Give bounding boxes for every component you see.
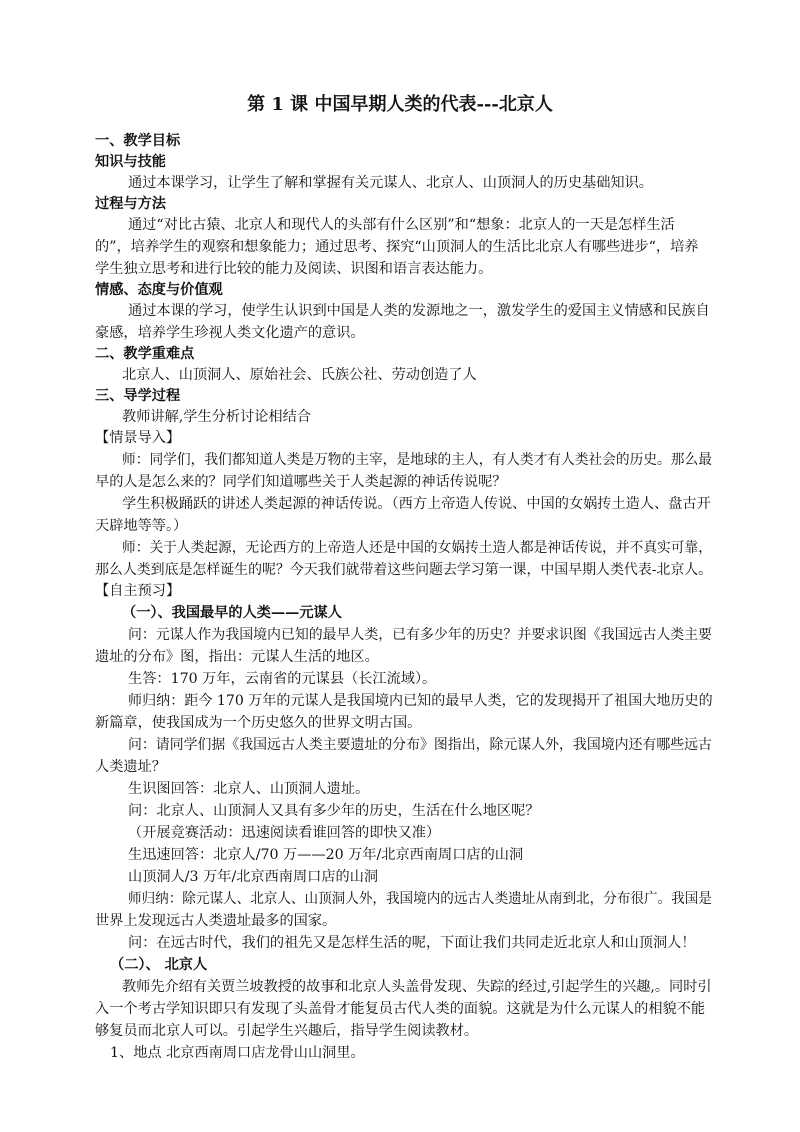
paragraph-line: 学生积极踊跃的讲述人类起源的神话传说。（西方上帝造人传说、中国的女娲抟土造人、盘古开	[122, 496, 711, 512]
section-heading-process: 三、导学过程	[95, 388, 181, 404]
paragraph-line: 北京人、山顶洞人、原始社会、氏族公社、劳动创造了人	[122, 367, 477, 383]
paragraph-line: 师归纳：距今 170 万年的元谋人是我国境内已知的最早人类，它的发现揭开了祖国大地历史的	[128, 693, 713, 709]
paragraph-line: 问：请同学们据《我国远古人类主要遗址的分布》图指出，除元谋人外，我国境内还有哪些远古	[128, 737, 712, 753]
paragraph-line: 那么人类到底是怎样诞生的呢？今天我们就带着这些问题去学习第一课，中国早期人类代表-北京人。	[95, 562, 713, 578]
paragraph-line: 问：在远古时代，我们的祖先又是怎样生活的呢，下面让我们共同走近北京人和山顶洞人！	[128, 935, 696, 951]
page-title: 第 1 课 中国早期人类的代表---北京人	[247, 94, 553, 115]
paragraph-line: 够复员而北京人可以。引起学生兴趣后，指导学生阅读教材。	[95, 1023, 479, 1039]
paragraph-line: 的”，培养学生的观察和想象能力；通过思考、探究“山顶洞人的生活比北京人有哪些进步“，培养	[95, 239, 699, 255]
paragraph-line: 通过“对比古猿、北京人和现代人的头部有什么区别”和“想象：北京人的一天是怎样生活	[128, 217, 675, 233]
paragraph-line: 生迅速回答：北京人/70 万——20 万年/北京西南周口店的山洞	[128, 847, 524, 863]
paragraph-line: 通过本课的学习，使学生认识到中国是人类的发源地之一，激发学生的爱国主义情感和民族自	[128, 303, 710, 319]
paragraph-line: 入一个考古学知识即只有发现了头盖骨才能复员古代人类的面貌。这就是为什么元谋人的相貌不能	[95, 1001, 706, 1017]
bracket-heading-intro: 【情景导入】	[95, 430, 181, 446]
paragraph-line: 教师讲解,学生分析讨论相结合	[122, 409, 311, 425]
section-heading-objectives: 一、教学目标	[95, 133, 181, 149]
subheading-emotion: 情感、态度与价值观	[95, 282, 223, 298]
subsection-heading-yuanmou: （一）、我国最早的人类——元谋人	[122, 605, 342, 621]
paragraph-line: 世界上发现远古人类遗址最多的国家。	[95, 913, 337, 929]
bracket-heading-preview: 【自主预习】	[95, 583, 181, 599]
section-heading-keypoints: 二、教学重难点	[95, 346, 195, 362]
paragraph-line: 师归纳：除元谋人、北京人、山顶洞人外，我国境内的远古人类遗址从南到北，分布很广。我国是	[128, 891, 712, 907]
paragraph-line: 学生独立思考和进行比较的能力及阅读、识图和语言表达能力。	[95, 261, 493, 277]
paragraph-line: 生识图回答：北京人、山顶洞人遗址。	[128, 781, 370, 797]
paragraph-line: 新篇章，使我国成为一个历史悠久的世界文明古国。	[95, 715, 422, 731]
paragraph-line: 教师先介绍有关贾兰坡教授的故事和北京人头盖骨发现、失踪的经过,引起学生的兴趣,。同时引	[122, 979, 712, 995]
subsection-heading-beijing: （二）、 北京人	[110, 957, 208, 973]
paragraph-line: 遗址的分布》图，指出：元谋人生活的地区。	[95, 649, 379, 665]
paragraph-line: 师：同学们，我们都知道人类是万物的主宰，是地球的主人，有人类才有人类社会的历史。那么最	[122, 452, 712, 468]
paragraph-line: 师：关于人类起源，无论西方的上帝造人还是中国的女娲抟土造人都是神话传说，并不真实可靠，	[122, 540, 712, 556]
subheading-process: 过程与方法	[95, 196, 166, 212]
paragraph-line: 人类遗址？	[95, 759, 166, 775]
paragraph-line: 早的人是怎么来的？同学们知道哪些关于人类起源的神话传说呢？	[95, 474, 507, 490]
paragraph-line: 生答：170 万年，云南省的元谋县（长江流域）。	[128, 671, 437, 687]
paragraph-line: 问：元谋人作为我国境内已知的最早人类，已有多少年的历史？并要求识图《我国远古人类主要	[128, 627, 712, 643]
paragraph-line: 问：北京人、山顶洞人又具有多少年的历史，生活在什么地区呢？	[128, 803, 540, 819]
paragraph-line: 山顶洞人/3 万年/北京西南周口店的山洞	[128, 869, 379, 885]
paragraph-line: 天辟地等等。）	[95, 518, 188, 534]
paragraph-line: 豪感，培养学生珍视人类文化遗产的意识。	[95, 325, 365, 341]
subheading-knowledge: 知识与技能	[95, 154, 166, 170]
paragraph-line: 通过本课学习，让学生了解和掌握有关元谋人、北京人、山顶洞人的历史基础知识。	[128, 175, 653, 191]
list-item-location: 1、地点 北京西南周口店龙骨山山洞里。	[110, 1045, 365, 1061]
paragraph-line: （开展竞赛活动：迅速阅读看谁回答的即快又准）	[128, 825, 441, 841]
